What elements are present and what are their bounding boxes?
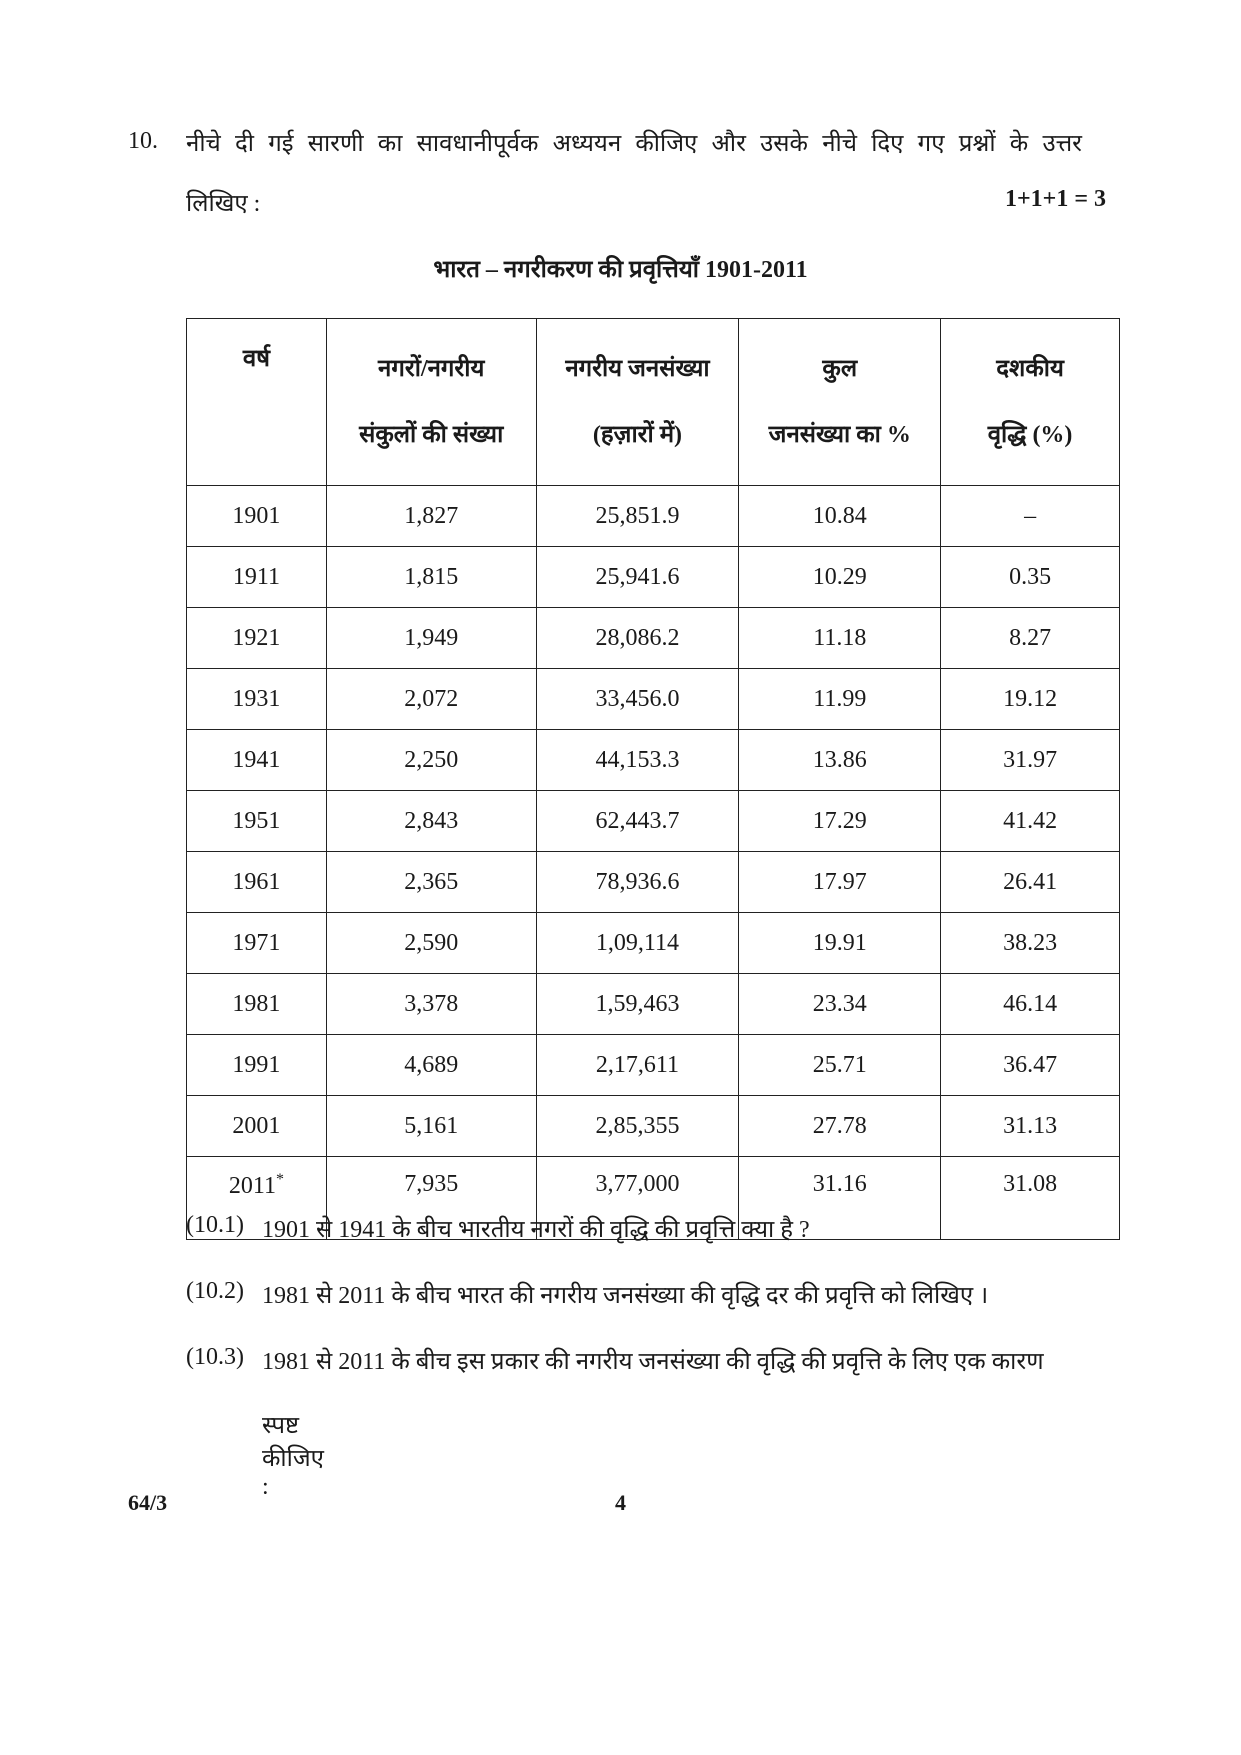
cell-decadal-growth: 8.27 — [941, 608, 1120, 669]
sub-question-number: (10.3) — [186, 1344, 244, 1370]
header-decadal-growth: दशकीय वृद्धि (%) — [941, 319, 1120, 486]
sub-question-text: स्पष्ट कीजिए : — [262, 1413, 324, 1500]
cell-towns: 2,250 — [326, 730, 536, 791]
question-number: 10. — [128, 128, 158, 154]
table-row — [187, 730, 1120, 791]
cell-urban-population: 2,17,611 — [536, 1035, 739, 1096]
cell-towns: 2,072 — [326, 669, 536, 730]
cell-percent-total: 19.91 — [739, 913, 941, 974]
sub-question-number: (10.2) — [186, 1278, 244, 1304]
table-title: भारत – नगरीकरण की प्रवृत्तियाँ 1901-2011 — [433, 257, 808, 283]
cell-percent-total: 27.78 — [739, 1096, 941, 1157]
cell-year: 1961 — [187, 852, 327, 913]
cell-decadal-growth: 38.23 — [941, 913, 1120, 974]
cell-percent-total: 23.34 — [739, 974, 941, 1035]
cell-urban-population: 1,59,463 — [536, 974, 739, 1035]
header-urban-population: नगरीय जनसंख्या (हज़ारों में) — [536, 319, 739, 486]
cell-towns: 5,161 — [326, 1096, 536, 1157]
cell-urban-population: 3,77,000 — [536, 1157, 739, 1240]
cell-percent-total: 13.86 — [739, 730, 941, 791]
cell-year: 2011* — [187, 1157, 327, 1240]
urbanisation-table — [186, 318, 1120, 1240]
question-text-continued: लिखिए : — [186, 191, 261, 217]
paper-code: 64/3 — [128, 1490, 168, 1515]
cell-urban-population: 78,936.6 — [536, 852, 739, 913]
cell-decadal-growth: 41.42 — [941, 791, 1120, 852]
cell-urban-population: 1,09,114 — [536, 913, 739, 974]
table-row — [187, 486, 1120, 547]
table-row — [187, 974, 1120, 1035]
cell-towns: 1,827 — [326, 486, 536, 547]
header-towns: नगरों/नगरीय संकुलों की संख्या — [326, 319, 536, 486]
cell-percent-total: 25.71 — [739, 1035, 941, 1096]
page-number: 4 — [615, 1490, 626, 1515]
cell-year: 1971 — [187, 913, 327, 974]
cell-towns: 1,815 — [326, 547, 536, 608]
cell-towns: 1,949 — [326, 608, 536, 669]
cell-towns: 2,365 — [326, 852, 536, 913]
cell-year: 1981 — [187, 974, 327, 1035]
asterisk-mark: * — [275, 1171, 284, 1188]
cell-decadal-growth: 26.41 — [941, 852, 1120, 913]
table-row — [187, 547, 1120, 608]
sub-question-text: 1981 से 2011 के बीच भारत की नगरीय जनसंख्या की वृद्धि दर की प्रवृत्ति को लिखिए । — [262, 1283, 989, 1309]
cell-decadal-growth: 31.97 — [941, 730, 1120, 791]
cell-urban-population: 25,851.9 — [536, 486, 739, 547]
table-row — [187, 669, 1120, 730]
cell-towns: 2,590 — [326, 913, 536, 974]
cell-decadal-growth: 0.35 — [941, 547, 1120, 608]
cell-percent-total: 17.97 — [739, 852, 941, 913]
table-row — [187, 1096, 1120, 1157]
sub-question-text: 1901 से 1941 के बीच भारतीय नगरों की वृद्धि की प्रवृत्ति क्या है ? — [262, 1217, 810, 1243]
cell-year: 2001 — [187, 1096, 327, 1157]
table-row — [187, 791, 1120, 852]
cell-percent-total: 17.29 — [739, 791, 941, 852]
cell-towns: 3,378 — [326, 974, 536, 1035]
cell-urban-population: 28,086.2 — [536, 608, 739, 669]
cell-percent-total: 11.18 — [739, 608, 941, 669]
cell-decadal-growth: – — [941, 486, 1120, 547]
cell-decadal-growth: 31.08 — [941, 1157, 1120, 1240]
cell-year: 1911 — [187, 547, 327, 608]
question-text: नीचे दी गई सारणी का सावधानीपूर्वक अध्ययन कीजिए और उसके नीचे दिए गए प्रश्नों के उत्तर — [186, 131, 1082, 157]
table-row — [187, 852, 1120, 913]
header-percent-total: कुल जनसंख्या का % — [739, 319, 941, 486]
cell-percent-total: 10.84 — [739, 486, 941, 547]
cell-year: 1941 — [187, 730, 327, 791]
cell-towns: 2,843 — [326, 791, 536, 852]
cell-percent-total: 11.99 — [739, 669, 941, 730]
cell-decadal-growth: 46.14 — [941, 974, 1120, 1035]
cell-decadal-growth: 36.47 — [941, 1035, 1120, 1096]
cell-year: 1991 — [187, 1035, 327, 1096]
cell-year: 1931 — [187, 669, 327, 730]
cell-towns: 7,935 — [326, 1157, 536, 1240]
cell-urban-population: 25,941.6 — [536, 547, 739, 608]
header-year: वर्ष — [187, 319, 327, 486]
cell-urban-population: 62,443.7 — [536, 791, 739, 852]
table-row — [187, 913, 1120, 974]
cell-urban-population: 33,456.0 — [536, 669, 739, 730]
cell-urban-population: 2,85,355 — [536, 1096, 739, 1157]
sub-question-text: 1981 से 2011 के बीच इस प्रकार की नगरीय जनसंख्या की वृद्धि की प्रवृत्ति के लिए एक कारण — [262, 1349, 1044, 1375]
cell-year: 1901 — [187, 486, 327, 547]
question-marks: 1+1+1 = 3 — [1004, 186, 1106, 212]
table-row — [187, 608, 1120, 669]
table-row — [187, 1035, 1120, 1096]
cell-decadal-growth: 19.12 — [941, 669, 1120, 730]
cell-year: 1921 — [187, 608, 327, 669]
cell-decadal-growth: 31.13 — [941, 1096, 1120, 1157]
cell-year: 1951 — [187, 791, 327, 852]
cell-percent-total: 10.29 — [739, 547, 941, 608]
cell-towns: 4,689 — [326, 1035, 536, 1096]
cell-urban-population: 44,153.3 — [536, 730, 739, 791]
table-header-row — [187, 319, 1120, 486]
sub-question-number: (10.1) — [186, 1212, 244, 1238]
cell-percent-total: 31.16 — [739, 1157, 941, 1240]
